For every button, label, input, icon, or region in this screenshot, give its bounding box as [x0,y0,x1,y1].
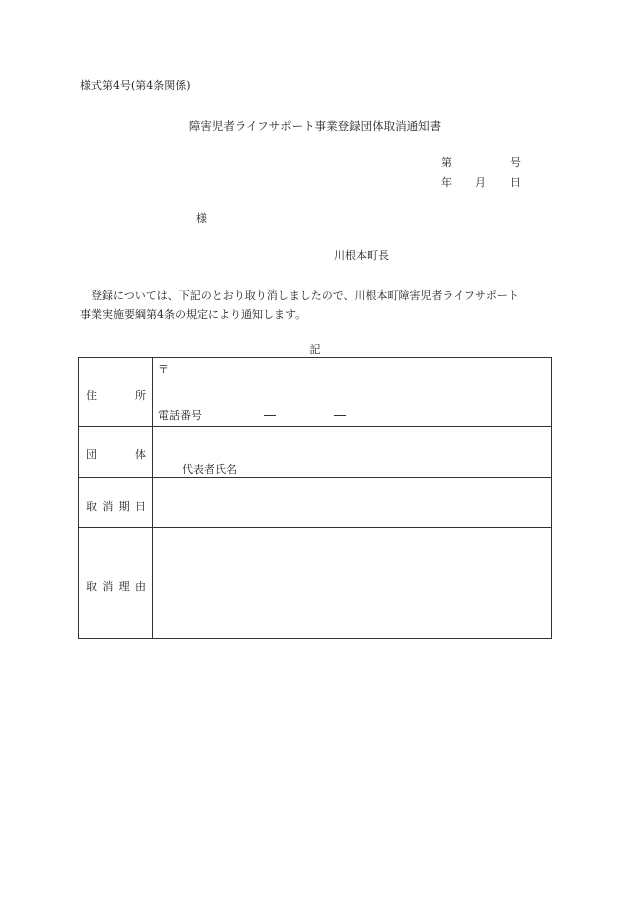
group-row [79,427,552,478]
address-row [79,358,552,427]
cancel-reason-label: 取 消 理 由 [86,580,146,593]
notice-body [80,286,560,324]
form-number-label: 様式第4号(第4条関係) [80,79,191,92]
cancel-date-label-cell [79,478,153,528]
notice-body-line-1: 登録については、下記のとおり取り消しましたので、川根本町障害児者ライフサポート [91,289,519,302]
addressee-honorific: 様 [196,212,207,225]
date-year-label: 年 [441,176,452,189]
date-month-label: 月 [475,176,486,189]
cancel-reason-value-cell[interactable] [153,528,552,639]
notice-body-line-2: 事業実施要綱第4条の規定により通知します。 [80,308,307,321]
cancel-date-label: 取 消 期 日 [86,500,146,513]
issuer-name: 川根本町長 [334,249,389,262]
address-value-cell[interactable] [153,358,552,427]
group-label: 団 体 [86,448,146,461]
postal-mark: 〒 [158,363,169,376]
date-day-label: 日 [510,176,521,189]
document-number-suffix: 号 [510,156,521,169]
address-label-cell [79,358,153,427]
cancel-reason-row [79,528,552,639]
ki-heading: 記 [309,343,321,356]
document-title: 障害児者ライフサポート事業登録団体取消通知書 [188,119,442,133]
phone-separator-2 [334,415,346,416]
cancel-reason-label-cell [79,528,153,639]
phone-label: 電話番号 [158,409,202,422]
group-label-cell [79,427,153,478]
address-label: 住 所 [86,389,146,402]
group-value-cell[interactable] [153,427,552,478]
record-table [78,357,552,639]
cancel-date-value-cell[interactable] [153,478,552,528]
phone-separator-1 [264,415,276,416]
representative-label: 代表者氏名 [182,463,237,476]
cancel-date-row [79,478,552,528]
document-number-prefix: 第 [441,156,452,169]
